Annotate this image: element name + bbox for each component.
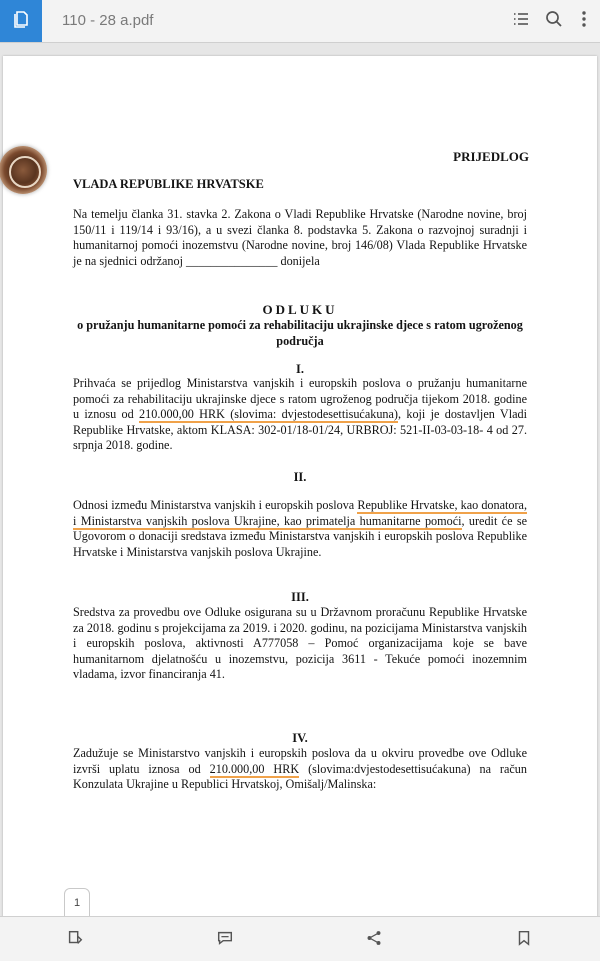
share-button[interactable] — [363, 929, 385, 951]
files-button[interactable] — [0, 0, 42, 42]
more-button[interactable] — [573, 10, 595, 32]
share-icon — [365, 929, 383, 952]
seal-stamp — [0, 146, 47, 194]
bookmark-button[interactable] — [513, 929, 535, 951]
document-title: 110 - 28 a.pdf — [62, 12, 154, 29]
section-4-text: Zadužuje se Ministarstvo vanjskih i europskih poslova da u okviru provedbe ove Odluke izvrši uplatu iznosa od 210.000,00 HRK (slovima:dvjestodesettisućakuna) na račun Konzulata Ukrajine u Republici Hrvatskoj, Omišalj/Malinska: — [73, 746, 527, 792]
outline-button[interactable] — [510, 10, 532, 32]
donor-highlight: Republike Hrvatske, kao donatora, i Ministarstva vanjskih poslova Ukrajine, kao primatelja humanitarne pomoći — [73, 498, 527, 528]
decision-subtitle: o pružanju humanitarne pomoći za rehabilitaciju ukrajinske djece s ratom ugroženog područja — [77, 318, 523, 348]
print-icon — [66, 929, 84, 952]
amount-highlight: 210.000,00 HRK (slovima: dvjestodesettisućakuna) — [139, 407, 398, 422]
bottom-toolbar — [0, 916, 600, 961]
pdf-page — [3, 56, 597, 916]
top-toolbar — [0, 0, 600, 43]
section-4-number: IV. — [292, 731, 308, 745]
files-icon — [11, 9, 31, 34]
section-1-text: Prihvaća se prijedlog Ministarstva vanjskih i europskih poslova o pružanju humanitarne pomoći za rehabilitaciju ukrajinske djece s ratom ugroženog područja tijekom 2018. godine u iznosu od 210.000,00 HRK (slovima: dvjestodesettisućakuna), koji je dostavljen Vladi Republike Hrvatske, aktom KLASA: 302-01/18-01/24, URBROJ: 521-II-03-03-18- 4 od 27. srpnja 2018. godine. — [73, 376, 527, 453]
prijedlog-label: PRIJEDLOG — [453, 149, 529, 164]
section-2-text: Odnosi između Ministarstva vanjskih i europskih poslova Republike Hrvatske, kao donatora, i Ministarstva vanjskih poslova Ukrajine, kao primatelja humanitarne pomoći, uredit će se Ugovorom o donaciji sredstava između Ministarstva vanjskih i europskih poslova Republike Hrvatske i Ministarstva vanjskih poslova Ukrajine. — [73, 498, 527, 559]
bookmark-icon — [515, 929, 533, 952]
government-heading: VLADA REPUBLIKE HRVATSKE — [73, 177, 264, 191]
search-icon — [544, 9, 564, 34]
section-2-number: II. — [293, 470, 307, 484]
section-1-number: I. — [296, 362, 304, 376]
payment-highlight: 210.000,00 HRK — [209, 761, 300, 776]
decision-title: ODLUKU — [262, 302, 338, 317]
section-3-number: III. — [291, 590, 309, 604]
search-button[interactable] — [543, 10, 565, 32]
document-viewer[interactable] — [0, 43, 600, 916]
intro-paragraph: Na temelju članka 31. stavka 2. Zakona o Vladi Republike Hrvatske (Narodne novine, broj 150/11 i 119/14 i 93/16), a u svezi članka 8. podstavka 5. Zakona o razvojnoj suradnji i humanitarnoj pomoći inozemstvu (Narodne novine, broj 146/08) Vlada Republike Hrvatske je na sjednici održanoj _______________ donijela — [73, 207, 527, 268]
page-number-tab[interactable]: 1 — [64, 888, 90, 918]
more-icon — [574, 9, 594, 34]
outline-icon — [511, 9, 531, 34]
comment-button[interactable] — [214, 929, 236, 951]
section-3-text: Sredstva za provedbu ove Odluke osigurana su u Državnom proračunu Republike Hrvatske za 2018. godinu s projekcijama za 2019. i 2020. godinu, na pozicijama Ministarstva vanjskih i europskih poslova, aktivnosti A777058 – Pomoć organizacijama koje se bave humanitarnom djelatnošću u inozemstvu, pozicija 3611 - Tekuće pomoći inozemnim vladama, izvor financiranja 41. — [73, 605, 527, 682]
comment-icon — [216, 929, 234, 952]
print-button[interactable] — [64, 929, 86, 951]
